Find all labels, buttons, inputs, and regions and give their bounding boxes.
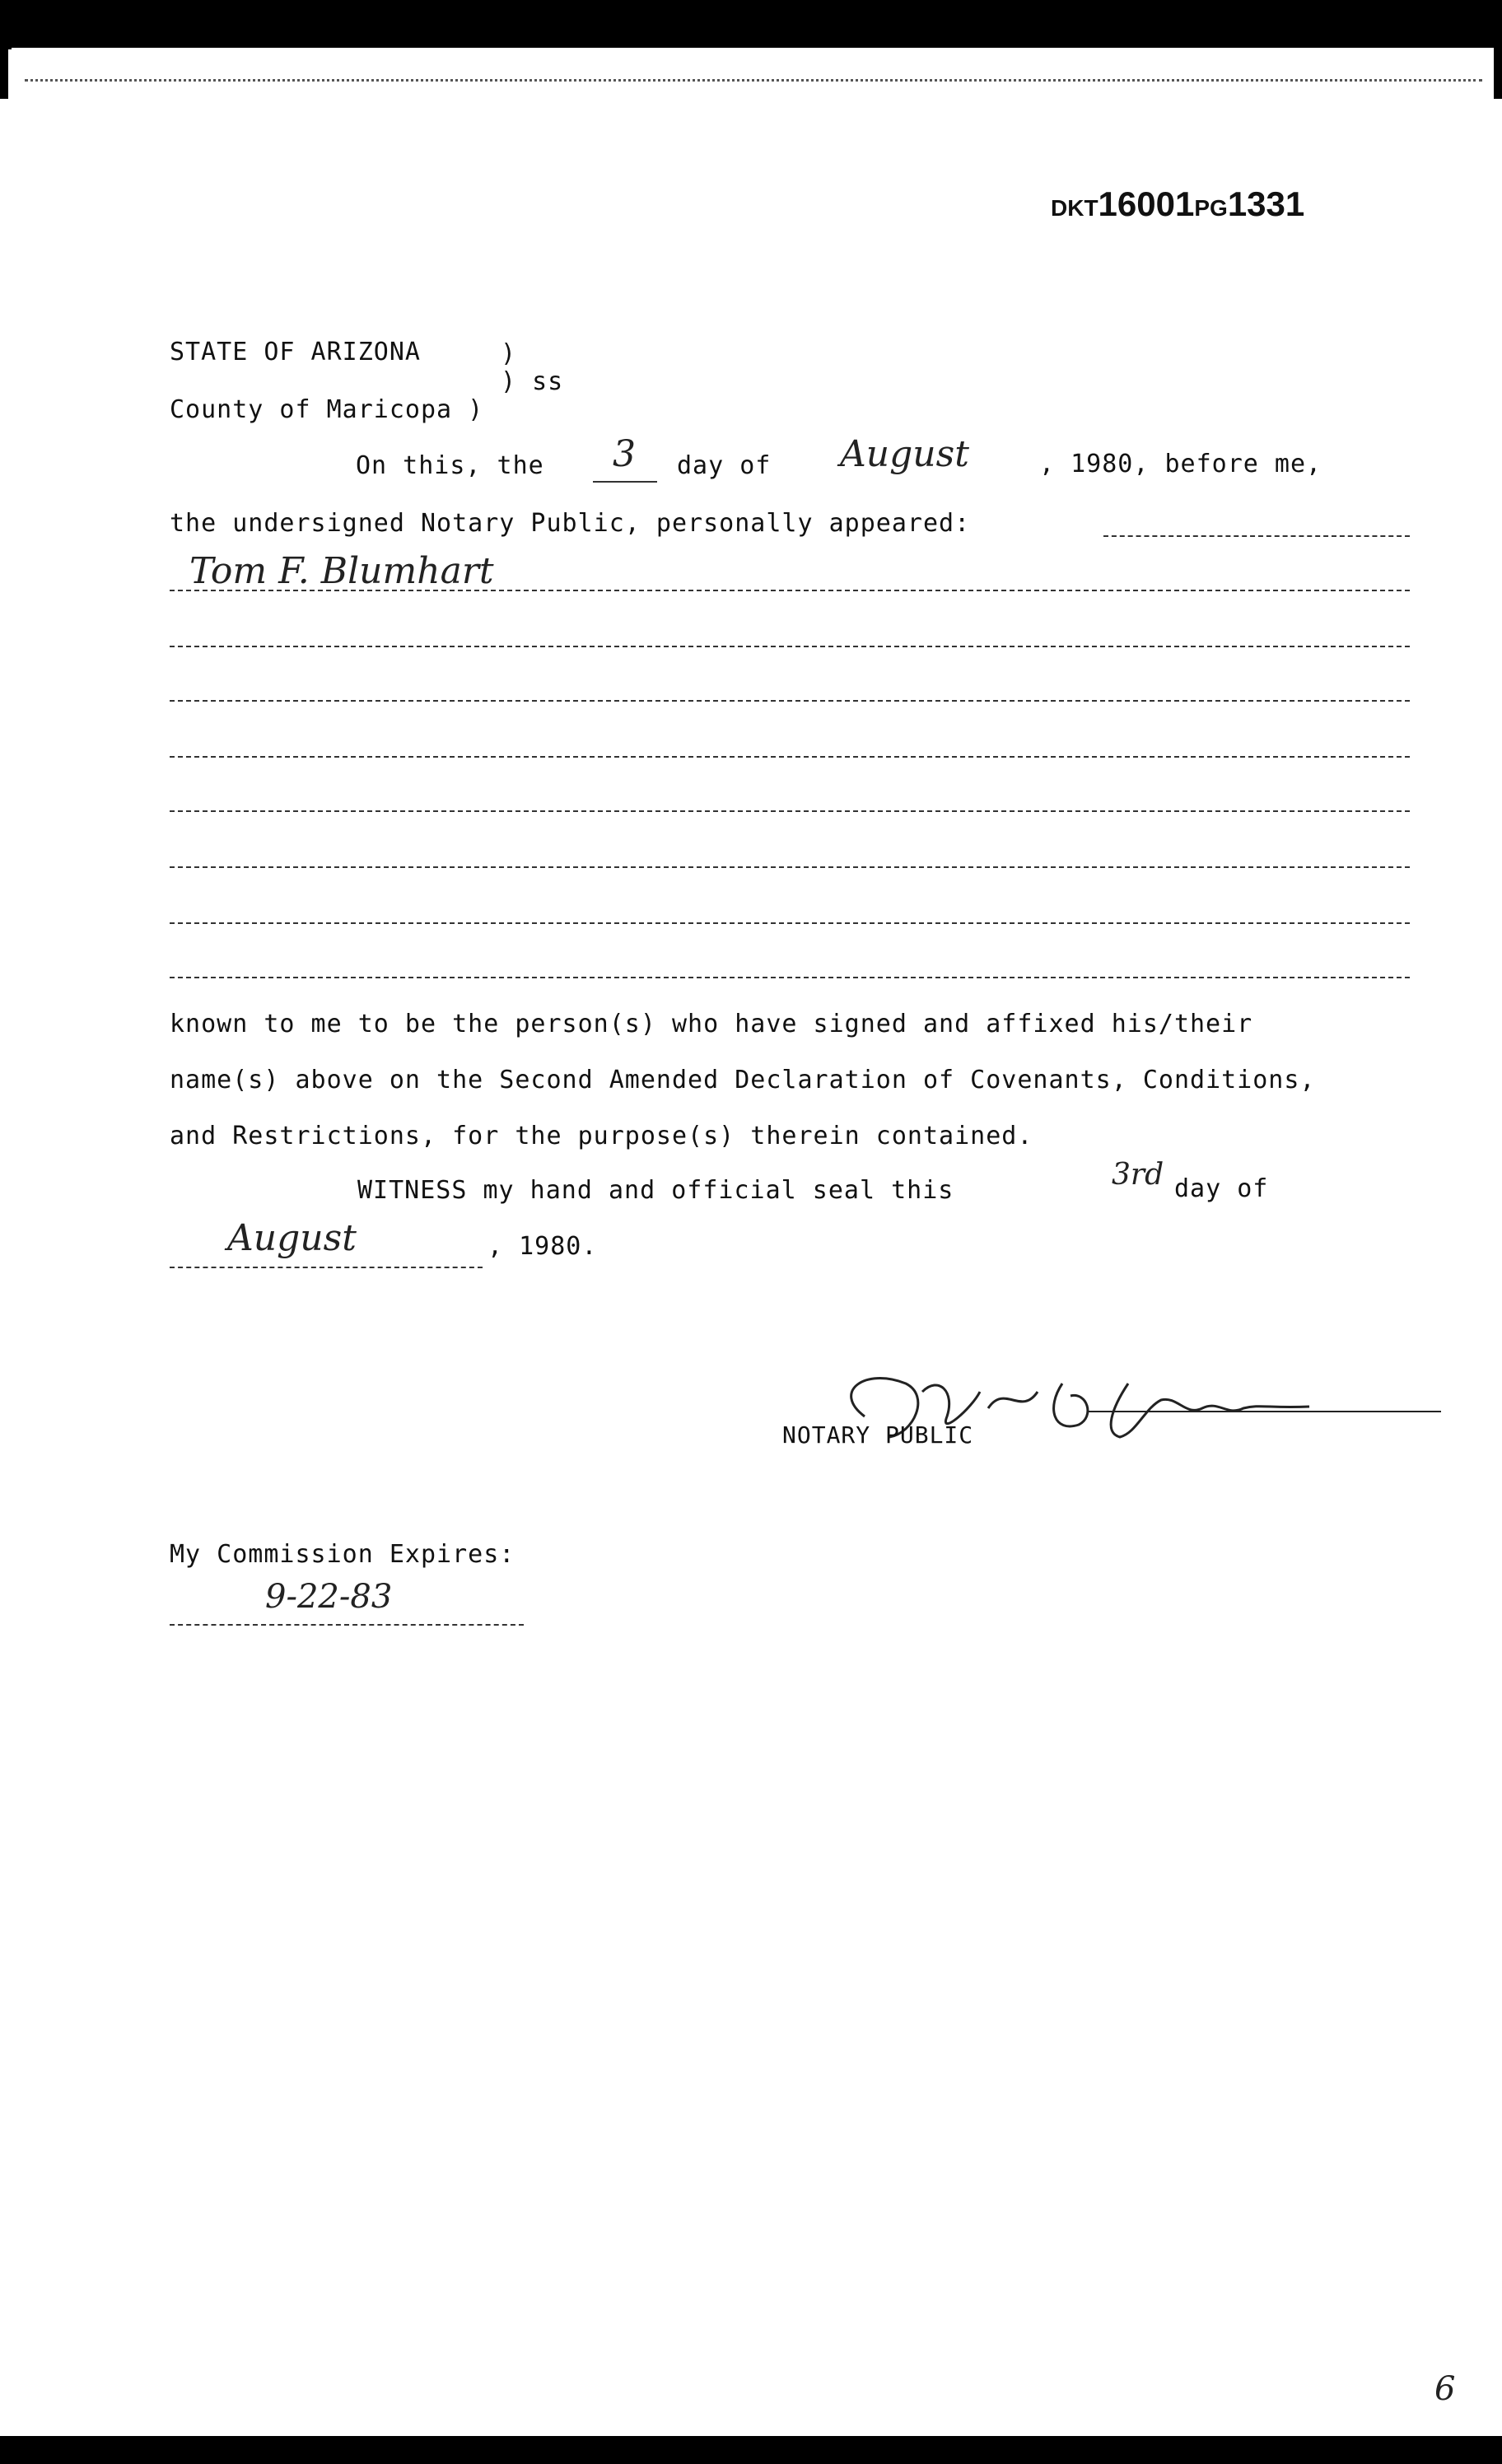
witness-day-of-text: day of [1174,1174,1269,1203]
docket-number: 16001 [1098,184,1195,223]
ss-line: ) ss [501,367,564,396]
body-line-3: and Restrictions, for the purpose(s) therein contained. [170,1122,1033,1150]
commission-date-handwritten: 9-22-83 [265,1578,393,1616]
name-line-1 [170,590,1410,591]
venue-paren: ) [501,339,517,368]
witness-month-handwritten: August [227,1217,357,1259]
witness-month-line [170,1267,483,1268]
year-before-me-text: , 1980, before me, [1039,450,1322,478]
appearance-month-handwritten: August [840,433,969,475]
witness-year-text: , 1980. [487,1232,598,1261]
county-line: County of Maricopa ) [170,395,484,424]
name-line-7 [170,922,1410,924]
on-this-the-text: On this, the [356,451,544,480]
docket-stamp [1051,184,1304,224]
day-blank-line [593,481,657,483]
scan-top-edge [0,0,1502,49]
person-name-handwritten: Tom F. Blumhart [189,550,494,592]
name-line-3 [170,700,1410,702]
name-line-8 [170,977,1410,978]
scan-right-edge [1494,0,1502,99]
day-of-text: day of [677,451,772,480]
commission-date-line [170,1624,524,1626]
name-line-2 [170,646,1410,647]
scan-left-edge [0,0,8,99]
appearance-day-handwritten: 3 [613,433,636,475]
appearance-trailing-rule [1103,535,1410,537]
appearance-line-2: the undersigned Notary Public, personally appeared: [170,509,971,538]
scan-top-margin [12,48,1494,81]
name-line-4 [170,756,1410,758]
witness-text: WITNESS my hand and official seal this [357,1176,954,1205]
scan-noise-line [25,79,1482,82]
commission-label: My Commission Expires: [170,1540,515,1569]
body-line-2: name(s) above on the Second Amended Declaration of Covenants, Conditions, [170,1066,1316,1094]
docket-prefix: DKT [1051,195,1099,221]
state-line: STATE OF ARIZONA [170,338,421,366]
page-mark: 6 [1434,2370,1456,2408]
name-line-5 [170,810,1410,812]
notary-public-label: NOTARY PUBLIC [782,1421,974,1449]
page-number: 1331 [1227,184,1305,223]
page-prefix: PG [1194,195,1228,221]
scan-bottom-edge [0,2436,1502,2464]
body-line-1: known to me to be the person(s) who have signed and affixed his/their [170,1010,1253,1038]
witness-day-handwritten: 3rd [1112,1158,1164,1192]
name-line-6 [170,866,1410,868]
